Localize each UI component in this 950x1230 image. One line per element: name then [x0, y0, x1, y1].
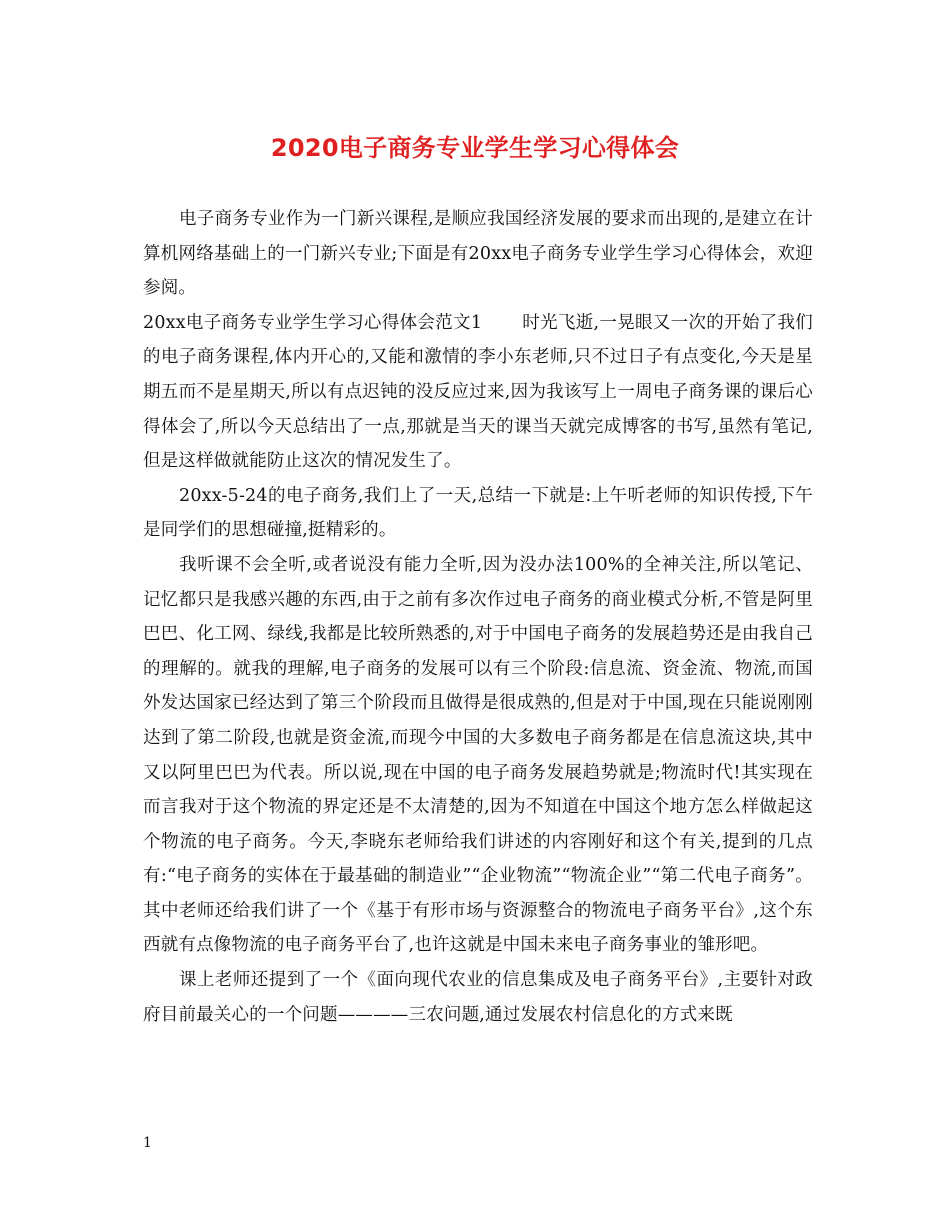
sample-heading: 20xx电子商务专业学生学习心得体会范文1 — [143, 312, 483, 333]
paragraph-analysis: 我听课不会全听,或者说没有能力全听,因为没办法100%的全神关注,所以笔记、记忆都只是我感兴趣的东西,由于之前有多次作过电子商务的商业模式分析,不管是阿里巴巴、化工网、绿线,我都是比较所熟悉的,对于中国电子商务的发展趋势还是由我自己的理解的。就我的理解,电子商务的发展可以有三个阶段:信息流、资金流、物流,而国外发达国家已经达到了第三个阶段而且做得是很成熟的,但是对于中国,现在只能说刚刚达到了第二阶段,也就是资金流,而现今中国的大多数电子商务都是在信息流这块,其中又以阿里巴巴为代表。所以说,现在中国的电子商务发展趋势就是;物流时代!其实现在而言我对于这个物流的界定还是不太清楚的,因为不知道在中国这个地方怎么样做起这个物流的电子商务。今天,李晓东老师给我们讲述的内容刚好和这个有关,提到的几点有:“电子商务的实体在于最基础的制造业”“企业物流”“物流企业”“第二代电子商务”。其中老师还给我们讲了一个《基于有形市场与资源整合的物流电子商务平台》,这个东西就有点像物流的电子商务平台了,也许这就是中国未来电子商务事业的雏形吧。 — [143, 554, 813, 956]
paragraph-intro: 电子商务专业作为一门新兴课程,是顺应我国经济发展的要求而出现的,是建立在计算机网络基础上的一门新兴专业;下面是有20xx电子商务专业学生学习心得体会，欢迎参阅。 — [143, 209, 813, 299]
document-title: 2020电子商务专业学生学习心得体会 — [270, 134, 680, 162]
sample-body: 时光飞逝,一晃眼又一次的开始了我们的电子商务课程,体内开心的,又能和激情的李小东老师,只不过日子有点变化,今天是星期五而不是星期天,所以有点迟钝的没反应过来,因为我该写上一周电子商务课的课后心得体会了,所以今天总结出了一点,那就是当天的课当天就完成博客的书写,虽然有笔记,但是这样做就能防止这次的情况发生了。 — [143, 312, 813, 472]
paragraph-agriculture: 课上老师还提到了一个《面向现代农业的信息集成及电子商务平台》,主要针对政府目前最关心的一个问题————三农问题,通过发展农村信息化的方式来既 — [143, 970, 813, 1025]
document-body — [143, 202, 813, 1032]
paragraph-sample-1 — [143, 306, 813, 479]
paragraph-date: 20xx-5-24的电子商务,我们上了一天,总结一下就是:上午听老师的知识传授,下午是同学们的思想碰撞,挺精彩的。 — [143, 485, 813, 541]
page-number: 1 — [143, 1135, 152, 1151]
